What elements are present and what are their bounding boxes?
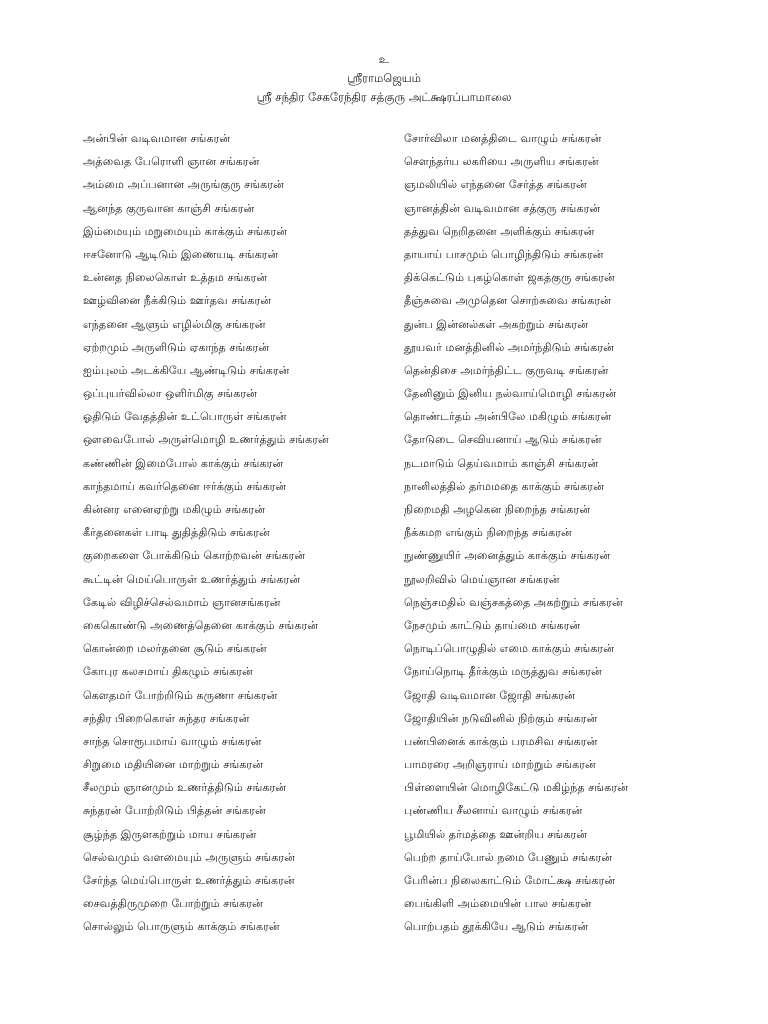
invocation-symbol: உ <box>378 52 390 66</box>
verse-line: ஆனந்த குருவான காஞ்சி சங்கரன் <box>83 201 255 215</box>
verse-line: ஏற்றமும் அருளிடும் ஏகாந்த சங்கரன் <box>83 340 270 354</box>
verse-line: சிறுமை மதியினை மாற்றும் சங்கரன் <box>83 758 264 772</box>
verse-line: நோய்நொடி தீர்க்கும் மருத்துவ சங்கரன் <box>404 665 602 679</box>
verse-line: அன்பின் வடிவமான சங்கரன் <box>83 132 231 145</box>
verse-line: சீலமும் ஞானமும் உணர்த்திடும் சங்கரன் <box>83 781 287 795</box>
verse-line: சோர்விலா மனத்திடை வாழும் சங்கரன் <box>404 132 602 145</box>
verse-line: கேடில் விழிச்செல்வமாம் ஞானசங்கரன் <box>83 595 281 609</box>
verse-line: தொண்டர்தம் அன்பிலே மகிழும் சங்கரன் <box>404 410 612 424</box>
verse-line: தாயாய் பாசமும் பொழிந்திடும் சங்கரன் <box>404 247 604 261</box>
verse-line: இம்மையும் மறுமையும் காக்கும் சங்கரன் <box>83 224 288 238</box>
verse-line: நீக்கமற எங்கும் நிறைந்த சங்கரன் <box>404 526 572 540</box>
verse-line: சந்திர பிறைகொள் சுந்தர சங்கரன் <box>83 711 250 725</box>
verse-line: நேசமும் காட்டும் தாய்மை சங்கரன் <box>404 618 581 632</box>
verse-line: காந்தமாய் கவர்தெனை ஈர்க்கும் சங்கரன் <box>83 479 287 493</box>
verse-line: சூழ்ந்த இருளகற்றும் மாய சங்கரன் <box>83 827 257 841</box>
verse-line: சாந்த சொரூபமாய் வாழும் சங்கரன் <box>83 734 262 748</box>
verse-line: பூமியில் தர்மத்தை ஊன்றிய சங்கரன் <box>404 827 588 841</box>
verse-line: பொற்பதம் தூக்கியே ஆடும் சங்கரன் <box>404 920 589 934</box>
verse-line: சேர்ந்த மெய்பொருள் உணர்த்தும் சங்கரன் <box>83 874 295 887</box>
verse-line: பாமரரை அறிஞராய் மாற்றும் சங்கரன் <box>404 758 596 772</box>
verse-line: பேரின்ப நிலைகாட்டும் மோட்க்ஷ சங்கரன் <box>404 874 616 887</box>
verse-line: எந்தனை ஆளும் எழில்மிகு சங்கரன் <box>83 317 266 331</box>
verse-line: பைங்கிளி அம்மையின் பால சங்கரன் <box>404 897 592 911</box>
verse-line: சுந்தரன் போற்றிடும் பித்தன் சங்கரன் <box>83 804 266 818</box>
verse-line: திக்கெட்டும் புகழ்கொள் ஜகத்குரு சங்கரன் <box>404 271 615 285</box>
verse-line: அத்வைத பேரொளி ஞான சங்கரன் <box>83 155 260 169</box>
verse-line: பெற்ற தாய்போல் நமை பேணும் சங்கரன் <box>404 850 613 864</box>
verse-line: சௌந்தர்ய லகரியை அருளிய சங்கரன் <box>404 155 599 169</box>
verse-line: கண்ணின் இமைபோல் காக்கும் சங்கரன் <box>83 456 284 470</box>
verse-line: கீர்தனைகள் பாடி துதித்திடும் சங்கரன் <box>83 526 270 540</box>
verse-line: நுண்ணுயிர் அனைத்தும் காக்கும் சங்கரன் <box>404 549 611 563</box>
document-header <box>0 50 768 107</box>
verse-line: கொன்றை மலர்தனை சூடும் சங்கரன் <box>83 642 267 656</box>
verse-line: உன்னத நிலைகொள் உத்தம சங்கரன் <box>83 271 268 285</box>
verse-line: நடமாடும் தெய்வமாம் காஞ்சி சங்கரன் <box>404 456 599 470</box>
verse-line: தீஞ்சுவை அமுதென சொற்சுவை சங்கரன் <box>404 294 611 308</box>
verse-line: ஓதிடும் வேதத்தின் உட்பொருள் சங்கரன் <box>83 410 287 424</box>
verse-line: ஊழ்வினை நீக்கிடும் ஊர்தவ சங்கரன் <box>83 294 272 308</box>
verse-line: குறைகளை போக்கிடும் கொற்றவன் சங்கரன் <box>83 549 306 563</box>
verse-column-left <box>83 127 383 939</box>
verse-line: நொடிப்பொழுதில் எமை காக்கும் சங்கரன் <box>404 642 615 656</box>
verse-line: சொல்லும் பொருளும் காக்கும் சங்கரன் <box>83 920 280 934</box>
verse-line: ஞமலியில் எந்தனை சேர்த்த சங்கரன் <box>404 178 587 192</box>
verse-line: ஞானத்தின் வடிவமான சத்குரு சங்கரன் <box>404 201 601 215</box>
verse-line: பண்பினைக் காக்கும் பரமசிவ சங்கரன் <box>404 734 598 748</box>
verse-line: சைவத்திருமுறை போற்றும் சங்கரன் <box>83 897 263 911</box>
verse-column-right <box>404 127 744 939</box>
verse-line: ஔவைபோல் அருள்மொழி உணர்த்தும் சங்கரன் <box>83 433 329 447</box>
verse-line: நிறைமதி அழகென நிறைந்த சங்கரன் <box>404 503 591 516</box>
document-subtitle: ஸ்ரீராமஜெயம் <box>347 71 421 85</box>
verse-line: ஐம்புலம் அடக்கியே ஆண்டிடும் சங்கரன் <box>83 363 290 377</box>
document-title: ஸ்ரீ சந்திர சேகரேந்திர சத்குரு அட்க்ஷரப்பாமாலை <box>256 90 512 104</box>
verse-line: கின்னர எனைஏற்று மகிழும் சங்கரன் <box>83 503 266 516</box>
verse-line: தத்துவ நெறிதனை அளிக்கும் சங்கரன் <box>404 224 595 238</box>
verse-line: நானிலத்தில் தர்மமதை காக்கும் சங்கரன் <box>404 479 604 493</box>
verse-line: ஒப்புயர்வில்லா ஒளிர்மிகு சங்கரன் <box>83 387 257 401</box>
verse-line: நெஞ்சமதில் வஞ்சகத்தை அகற்றும் சங்கரன் <box>404 595 623 609</box>
verse-line: தென்திசை அமர்ந்திட்ட குருவடி சங்கரன் <box>404 363 609 377</box>
verse-line: அம்மை அப்பனான அருங்குரு சங்கரன் <box>83 178 284 192</box>
verse-line: கௌதமர் போற்றிடும் கருணா சங்கரன் <box>83 688 278 702</box>
verse-line: புண்ணிய சீலனாய் வாழும் சங்கரன் <box>404 804 583 818</box>
verse-line: தோடுடை செவியனாய் ஆடும் சங்கரன் <box>404 433 602 447</box>
verse-line: செல்வமும் வளமையும் அருளும் சங்கரன் <box>83 850 295 864</box>
verse-line: கோபுர கலசமாய் திகழும் சங்கரன் <box>83 665 253 679</box>
verse-line: கூட்டின் மெய்பொருள் உணர்த்தும் சங்கரன் <box>83 572 301 586</box>
verse-line: தேனினும் இனிய நல்வாய்மொழி சங்கரன் <box>404 387 617 401</box>
verse-line: ஈசனோடு ஆடிடும் இணையடி சங்கரன் <box>83 247 279 261</box>
verse-line: நூலறிவில் மெய்ஞான சங்கரன் <box>404 572 560 586</box>
verse-line: கைகொண்டு அணைத்தெனை காக்கும் சங்கரன் <box>83 618 319 632</box>
verse-line: பிள்ளையின் மொழிகேட்டு மகிழ்ந்த சங்கரன் <box>404 781 628 795</box>
verse-line: துன்ப இன்னல்கள் அகற்றும் சங்கரன் <box>404 317 588 331</box>
verse-line: தூயவர் மனத்தினில் அமர்ந்திடும் சங்கரன் <box>404 340 614 354</box>
verse-line: ஜோதியின் நடுவினில் நிற்கும் சங்கரன் <box>404 711 598 725</box>
verse-line: ஜோதி வடிவமான ஜோதி சங்கரன் <box>404 688 576 702</box>
